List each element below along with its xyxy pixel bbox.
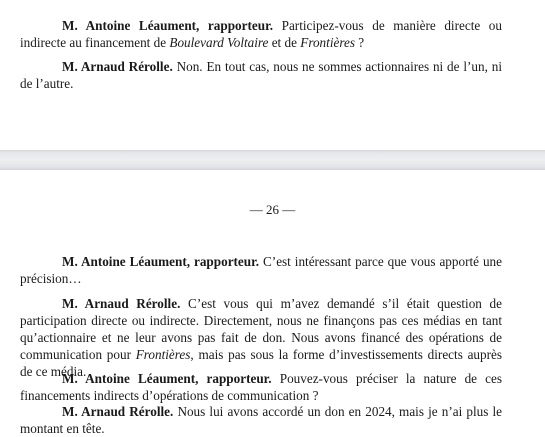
publication-title: Frontières bbox=[300, 35, 355, 51]
paragraph-text: , mais pas sous la forme d’investissements directs auprès de ce média. bbox=[20, 347, 502, 380]
page-separator bbox=[0, 150, 545, 170]
speaker-name: M. Antoine Léaument, rapporteur. bbox=[62, 254, 260, 270]
paragraph-text: C’est vous qui m’avez demandé s’il était question de participation directe ou indirecte. Directement, nous ne finançons pas ces médias en tant qu’actionnaire et ne leur avons pas fait de don. Nous avons financé des opérations de communication pour bbox=[20, 296, 502, 363]
speaker-name: M. Arnaud Rérolle. bbox=[62, 59, 173, 75]
paragraph-text: ? bbox=[354, 35, 365, 51]
publication-title: Frontières bbox=[135, 347, 191, 363]
paragraph-text: Nous lui avons accordé un don en 2024, mais je n’ai plus le montant en tête. bbox=[20, 404, 502, 437]
paragraph bbox=[20, 403, 502, 437]
page-number: — 26 — bbox=[249, 202, 296, 217]
paragraph bbox=[20, 370, 502, 404]
speaker-name: M. Antoine Léaument, rapporteur. bbox=[62, 18, 274, 34]
paragraph-text: et de bbox=[268, 35, 301, 51]
paragraph-text: C’est intéressant parce que vous apporté une précision… bbox=[20, 254, 502, 287]
paragraph-text: Non. En tout cas, nous ne sommes actionnaires ni de l’un, ni de l’autre. bbox=[20, 59, 502, 92]
paragraph bbox=[20, 58, 502, 92]
paragraph-text: Pouvez-vous préciser la nature de ces financements indirects d’opérations de communication ? bbox=[20, 371, 502, 404]
paragraph-text: Participez-vous de manière directe ou indirecte au financement de bbox=[20, 18, 502, 51]
paragraph bbox=[20, 295, 502, 380]
speaker-name: M. Arnaud Rérolle. bbox=[62, 296, 181, 312]
paragraph bbox=[20, 253, 502, 287]
speaker-name: M. Antoine Léaument, rapporteur. bbox=[62, 371, 272, 387]
publication-title: Boulevard Voltaire bbox=[169, 35, 269, 51]
paragraph bbox=[20, 17, 502, 51]
speaker-name: M. Arnaud Rérolle. bbox=[62, 404, 174, 420]
document-page-top bbox=[0, 0, 545, 150]
